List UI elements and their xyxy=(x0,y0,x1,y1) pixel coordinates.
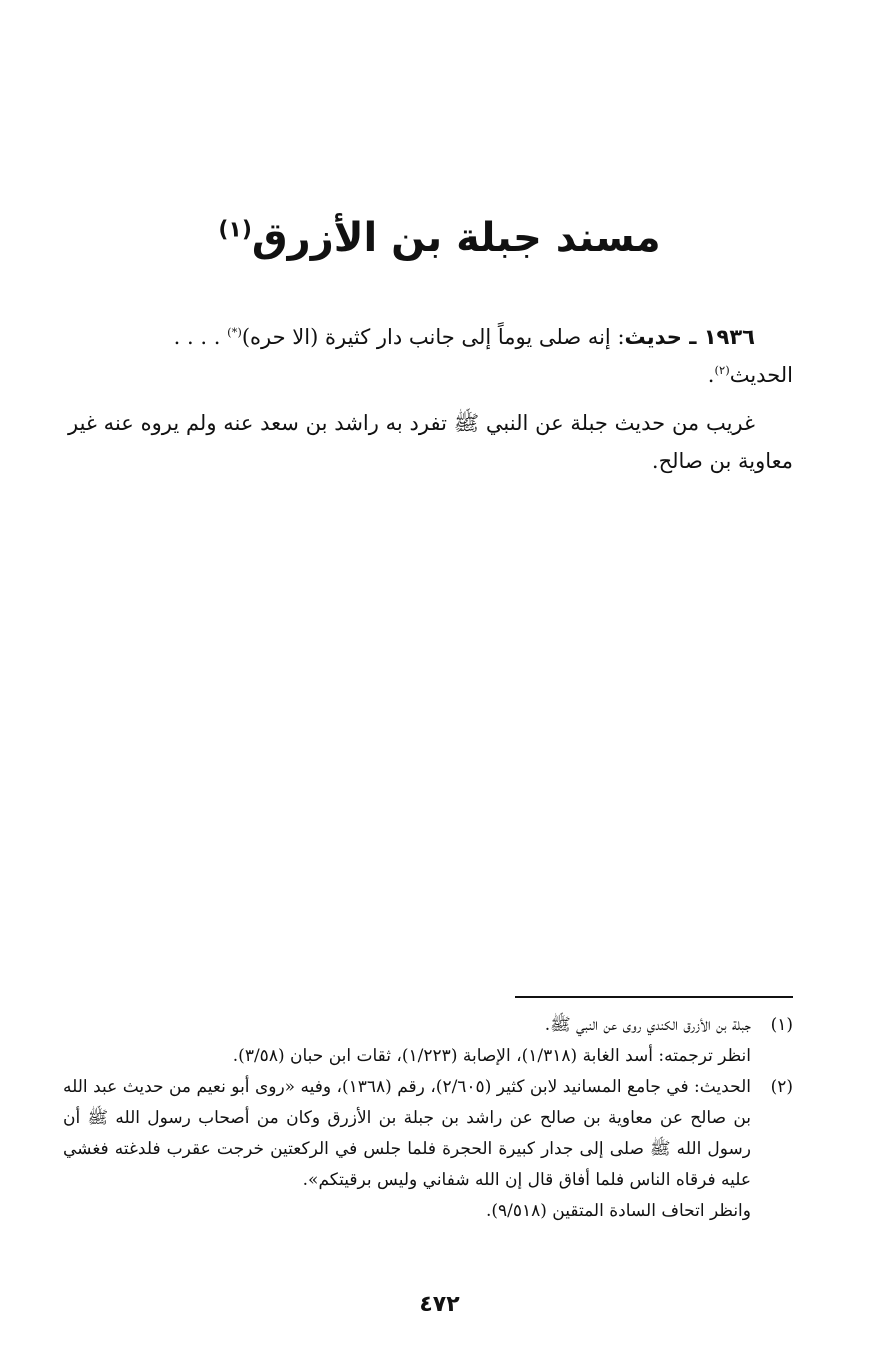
commentary-paragraph: غريب من حديث جبلة عن النبي ﷺ تفرد به راشد بن سعد عنه ولم يروه عنه غير معاوية بن صالح. xyxy=(68,411,793,473)
footnote-1-number: (١) xyxy=(770,1015,793,1035)
footnote-1-line-2: انظر ترجمته: أسد الغابة (١/٣١٨)، الإصابة (١/٢٢٣)، ثقات ابن حبان (٣/٥٨). xyxy=(232,1046,751,1066)
footnotes-section xyxy=(63,1010,793,1227)
hadith-number: ١٩٣٦ xyxy=(703,325,755,349)
page-title xyxy=(0,208,879,268)
footnote-2 xyxy=(63,1072,793,1227)
hadith-text-part2: الحديث xyxy=(729,363,793,387)
hadith-label: حديث xyxy=(624,325,682,349)
hadith-separator: ـ xyxy=(681,325,704,349)
hadith-dots: . . . . xyxy=(173,325,228,349)
hadith-star-ref: (*) xyxy=(227,325,242,339)
title-footnote-ref: (١) xyxy=(218,217,252,243)
footnote-2-line-2: وانظر اتحاف السادة المتقين (٩/٥١٨). xyxy=(485,1201,751,1221)
hadith-text-part1: : إنه صلى يوماً إلى جانب دار كثيرة (الا حره) xyxy=(241,325,625,349)
page-number: ٤٧٢ xyxy=(419,1292,460,1317)
footnote-2-number: (٢) xyxy=(770,1077,793,1097)
footnote-1-line-1: جبلة بن الأزرق الكندي روى عن النبي ﷺ. xyxy=(544,1015,751,1035)
page-title-text: مسند جبلة بن الأزرق xyxy=(251,215,661,261)
hadith-footnote-ref: (٢) xyxy=(714,363,730,377)
footnote-2-line-1: الحديث: في جامع المسانيد لابن كثير (٢/٦٠٥)، رقم (١٣٦٨)، وفيه «روى أبو نعيم من حديث عبد الله بن صالح عن معاوية بن صالح عن راشد بن جبلة بن الأزرق وكان من أصحاب رسول الله ﷺ أن رسول الله ﷺ صلى إلى جدار كبيرة الحجرة فلما جلس في الركعتين خرجت عقرب فلدغته فغشي عليه فرقاه الناس فلما أفاق قال إن الله شفاني وليس برقيتكم». xyxy=(63,1077,751,1190)
footnote-1 xyxy=(63,1010,793,1072)
footnote-divider xyxy=(515,996,793,998)
hadith-end: . xyxy=(707,363,715,387)
hadith-paragraph xyxy=(68,318,793,394)
